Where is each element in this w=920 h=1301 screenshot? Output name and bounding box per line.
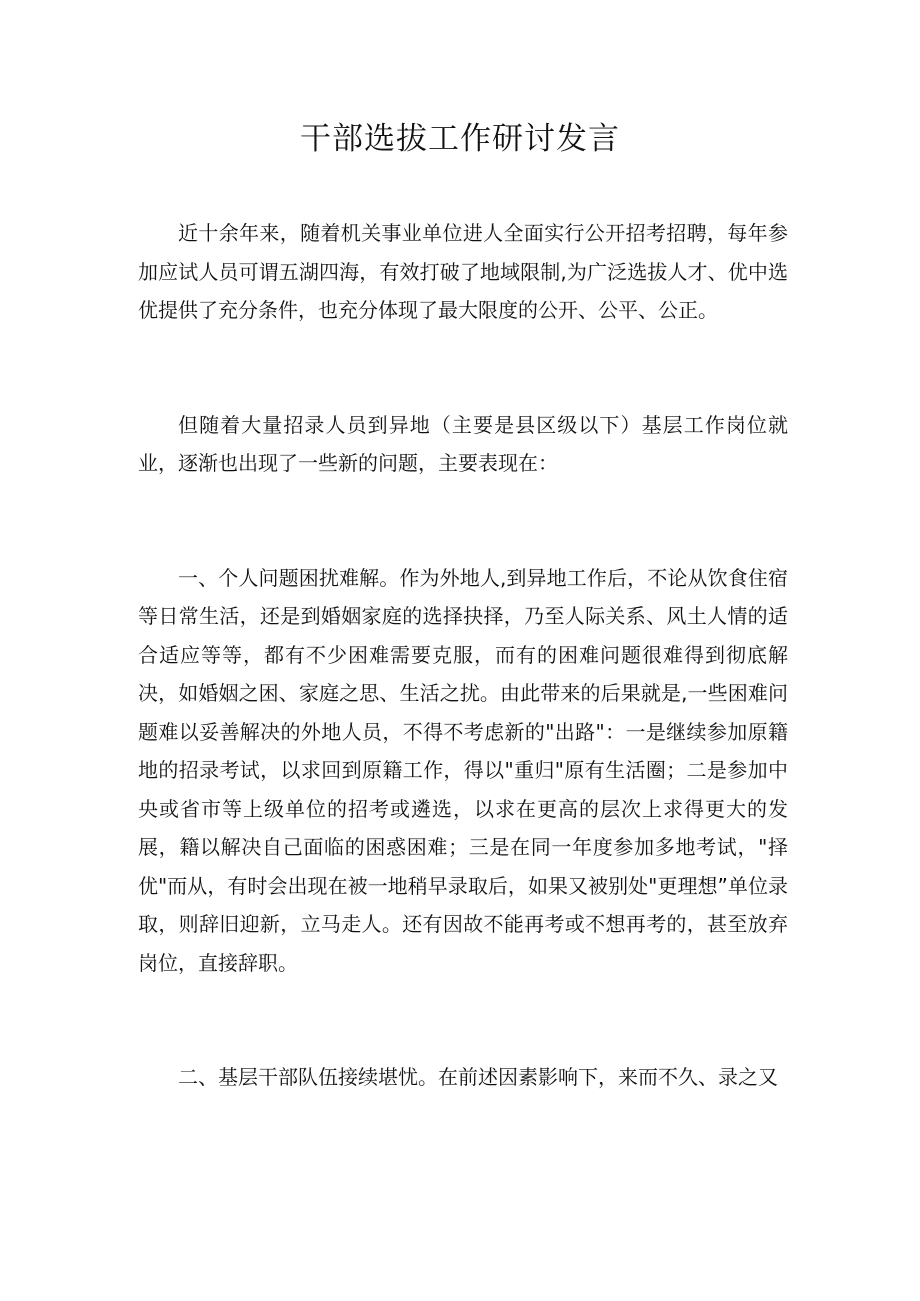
document-title: 干部选拔工作研讨发言 — [300, 121, 620, 157]
paragraph-problems-lead: 但随着大量招录人员到异地（主要是县区级以下）基层工作岗位就业，逐渐也出现了一些新的问题，主要表现在： — [138, 412, 788, 475]
document-body — [138, 214, 788, 1173]
paragraph-intro: 近十余年来，随着机关事业单位进人全面实行公开招考招聘，每年参加应试人员可谓五湖四海，有效打破了地域限制,为广泛选拔人才、优中选优提供了充分条件，也充分体现了最大限度的公开、公平、公正。 — [138, 221, 788, 322]
paragraph-point-one: 一、个人问题困扰难解。作为外地人,到异地工作后，不论从饮食住宿等日常生活，还是到婚姻家庭的选择抉择，乃至人际关系、风土人情的适合适应等等，都有不少困难需要克服，而有的困难问题很难得到彻底解决，如婚姻之困、家庭之思、生活之扰。由此带来的后果就是,一些困难问题难以妥善解决的外地人员，不得不考虑新的"出路"：一是继续参加原籍地的招录考试，以求回到原籍工作，得以"重归"原有生活圈；二是参加中央或省市等上级单位的招考或遴选，以求在更高的层次上求得更大的发展，籍以解决自己面临的困惑困难；三是在同一年度参加多地考试，"择优"而从，有时会出现在被一地稍早录取后，如果又被别处"更理想”单位录取，则辞旧迎新，立马走人。还有因故不能再考或不想再考的，甚至放弃岗位，直接辞职。 — [138, 565, 788, 975]
paragraph-point-two: 二、基层干部队伍接续堪忧。在前述因素影响下，来而不久、录之又 — [178, 1065, 778, 1089]
